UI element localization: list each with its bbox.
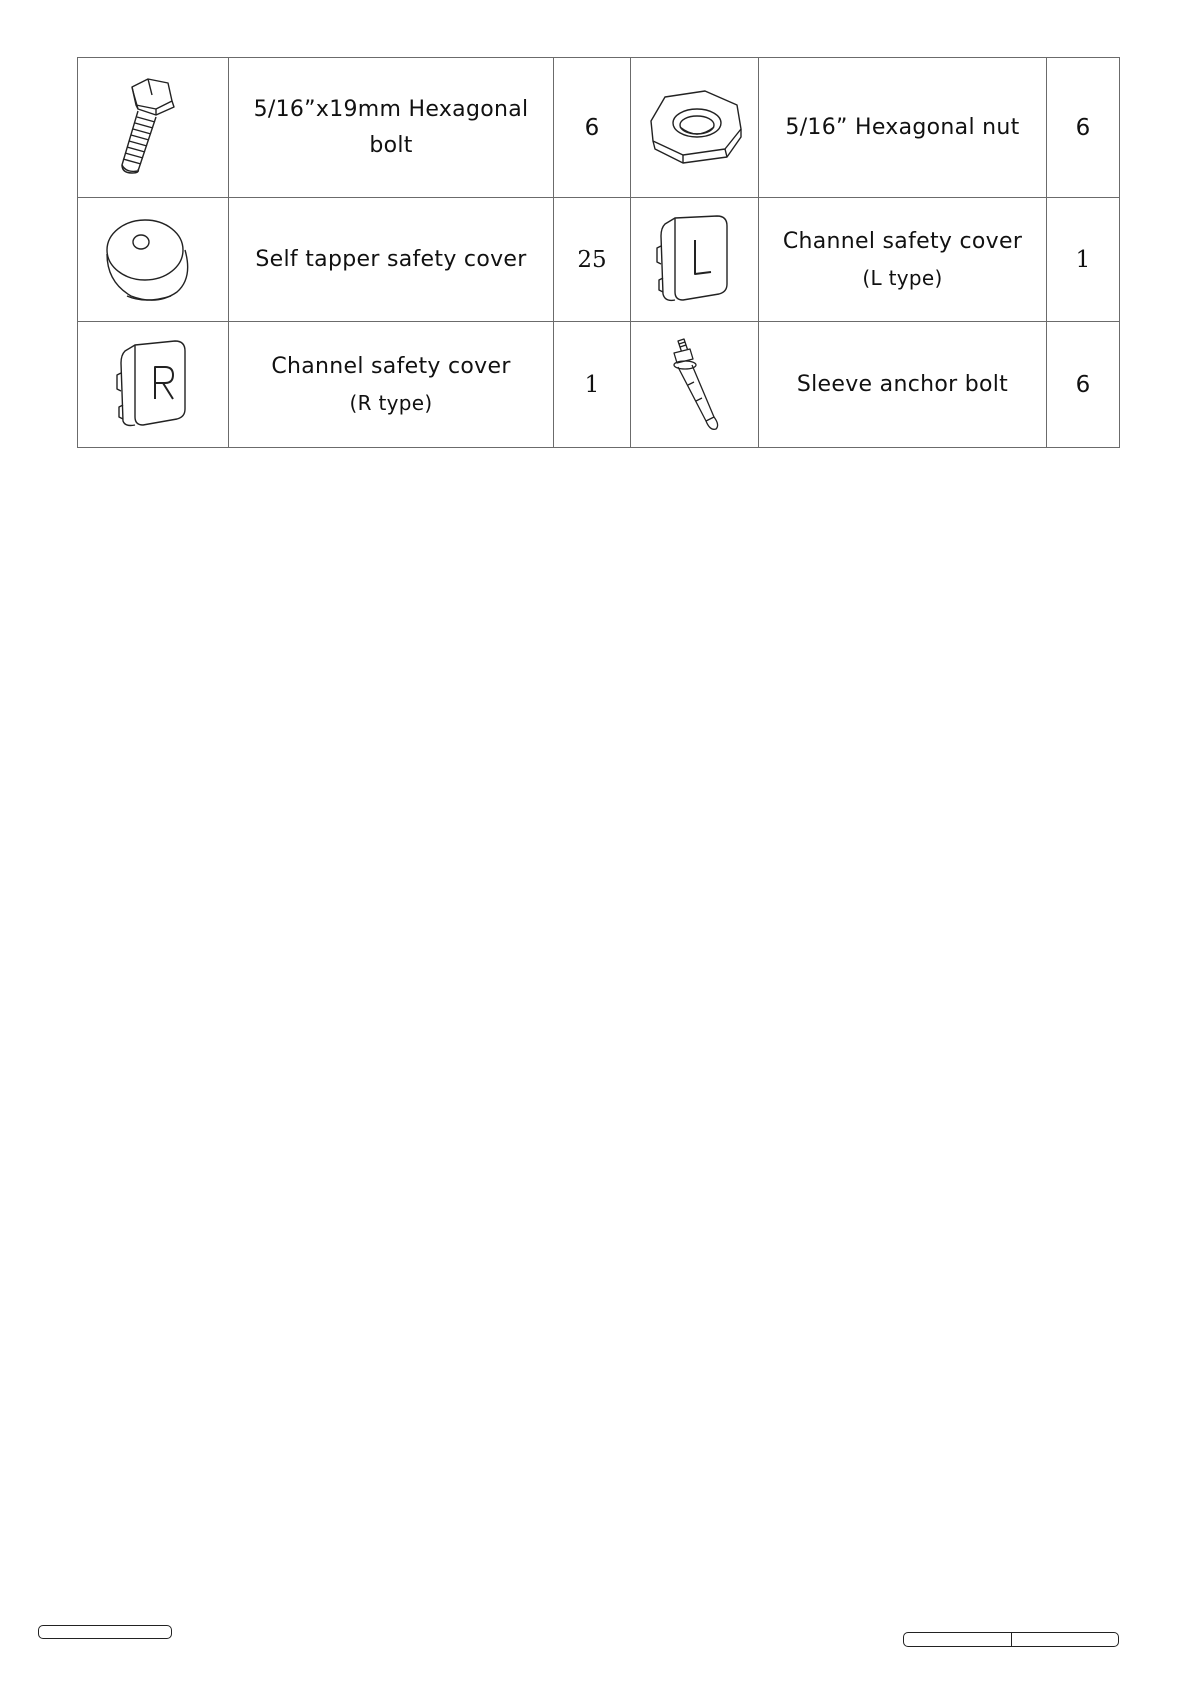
footer-left-box bbox=[38, 1625, 172, 1639]
hex-bolt-icon bbox=[108, 73, 198, 183]
part-description bbox=[759, 198, 1047, 322]
table-row bbox=[78, 198, 1120, 322]
part-name-line2: (L type) bbox=[862, 265, 943, 290]
safety-cover-icon bbox=[101, 212, 205, 308]
part-name-line2: bolt bbox=[369, 132, 413, 158]
icon-cell bbox=[631, 58, 759, 198]
parts-table bbox=[77, 57, 1120, 448]
table-row bbox=[78, 58, 1120, 198]
part-name-line1: 5/16”x19mm Hexagonal bbox=[253, 96, 529, 122]
part-quantity: 1 bbox=[554, 322, 631, 448]
part-description bbox=[229, 198, 554, 322]
part-description bbox=[229, 322, 554, 448]
hex-nut-icon bbox=[643, 83, 747, 173]
part-quantity: 6 bbox=[554, 58, 631, 198]
icon-cell bbox=[631, 194, 759, 322]
part-name-line1: Channel safety cover bbox=[782, 228, 1023, 254]
icon-cell bbox=[78, 319, 229, 448]
part-quantity: 6 bbox=[1047, 58, 1120, 198]
part-quantity: 6 bbox=[1047, 322, 1120, 448]
part-quantity: 1 bbox=[1047, 198, 1120, 322]
part-name-line1: Self tapper safety cover bbox=[255, 246, 527, 272]
icon-cell bbox=[78, 198, 229, 322]
footer-right-segment bbox=[904, 1633, 1011, 1646]
part-name-line2: (R type) bbox=[349, 390, 433, 415]
footer-right-box bbox=[903, 1632, 1119, 1647]
sleeve-anchor-bolt-icon bbox=[660, 335, 730, 435]
icon-cell bbox=[78, 58, 229, 198]
part-description bbox=[759, 58, 1047, 198]
part-name-line1: 5/16” Hexagonal nut bbox=[785, 114, 1020, 140]
l-letter: L bbox=[654, 194, 664, 214]
part-name-line1: Sleeve anchor bolt bbox=[796, 371, 1009, 397]
part-name-line1: Channel safety cover bbox=[271, 353, 511, 379]
r-letter: R bbox=[113, 319, 125, 339]
part-description bbox=[229, 58, 554, 198]
footer-right-segment bbox=[1011, 1633, 1119, 1646]
part-quantity: 25 bbox=[554, 198, 631, 322]
icon-cell bbox=[631, 322, 759, 448]
channel-cover-l-icon bbox=[654, 194, 735, 310]
table-row bbox=[78, 322, 1120, 448]
channel-cover-r-icon bbox=[113, 319, 193, 435]
part-description bbox=[759, 322, 1047, 448]
